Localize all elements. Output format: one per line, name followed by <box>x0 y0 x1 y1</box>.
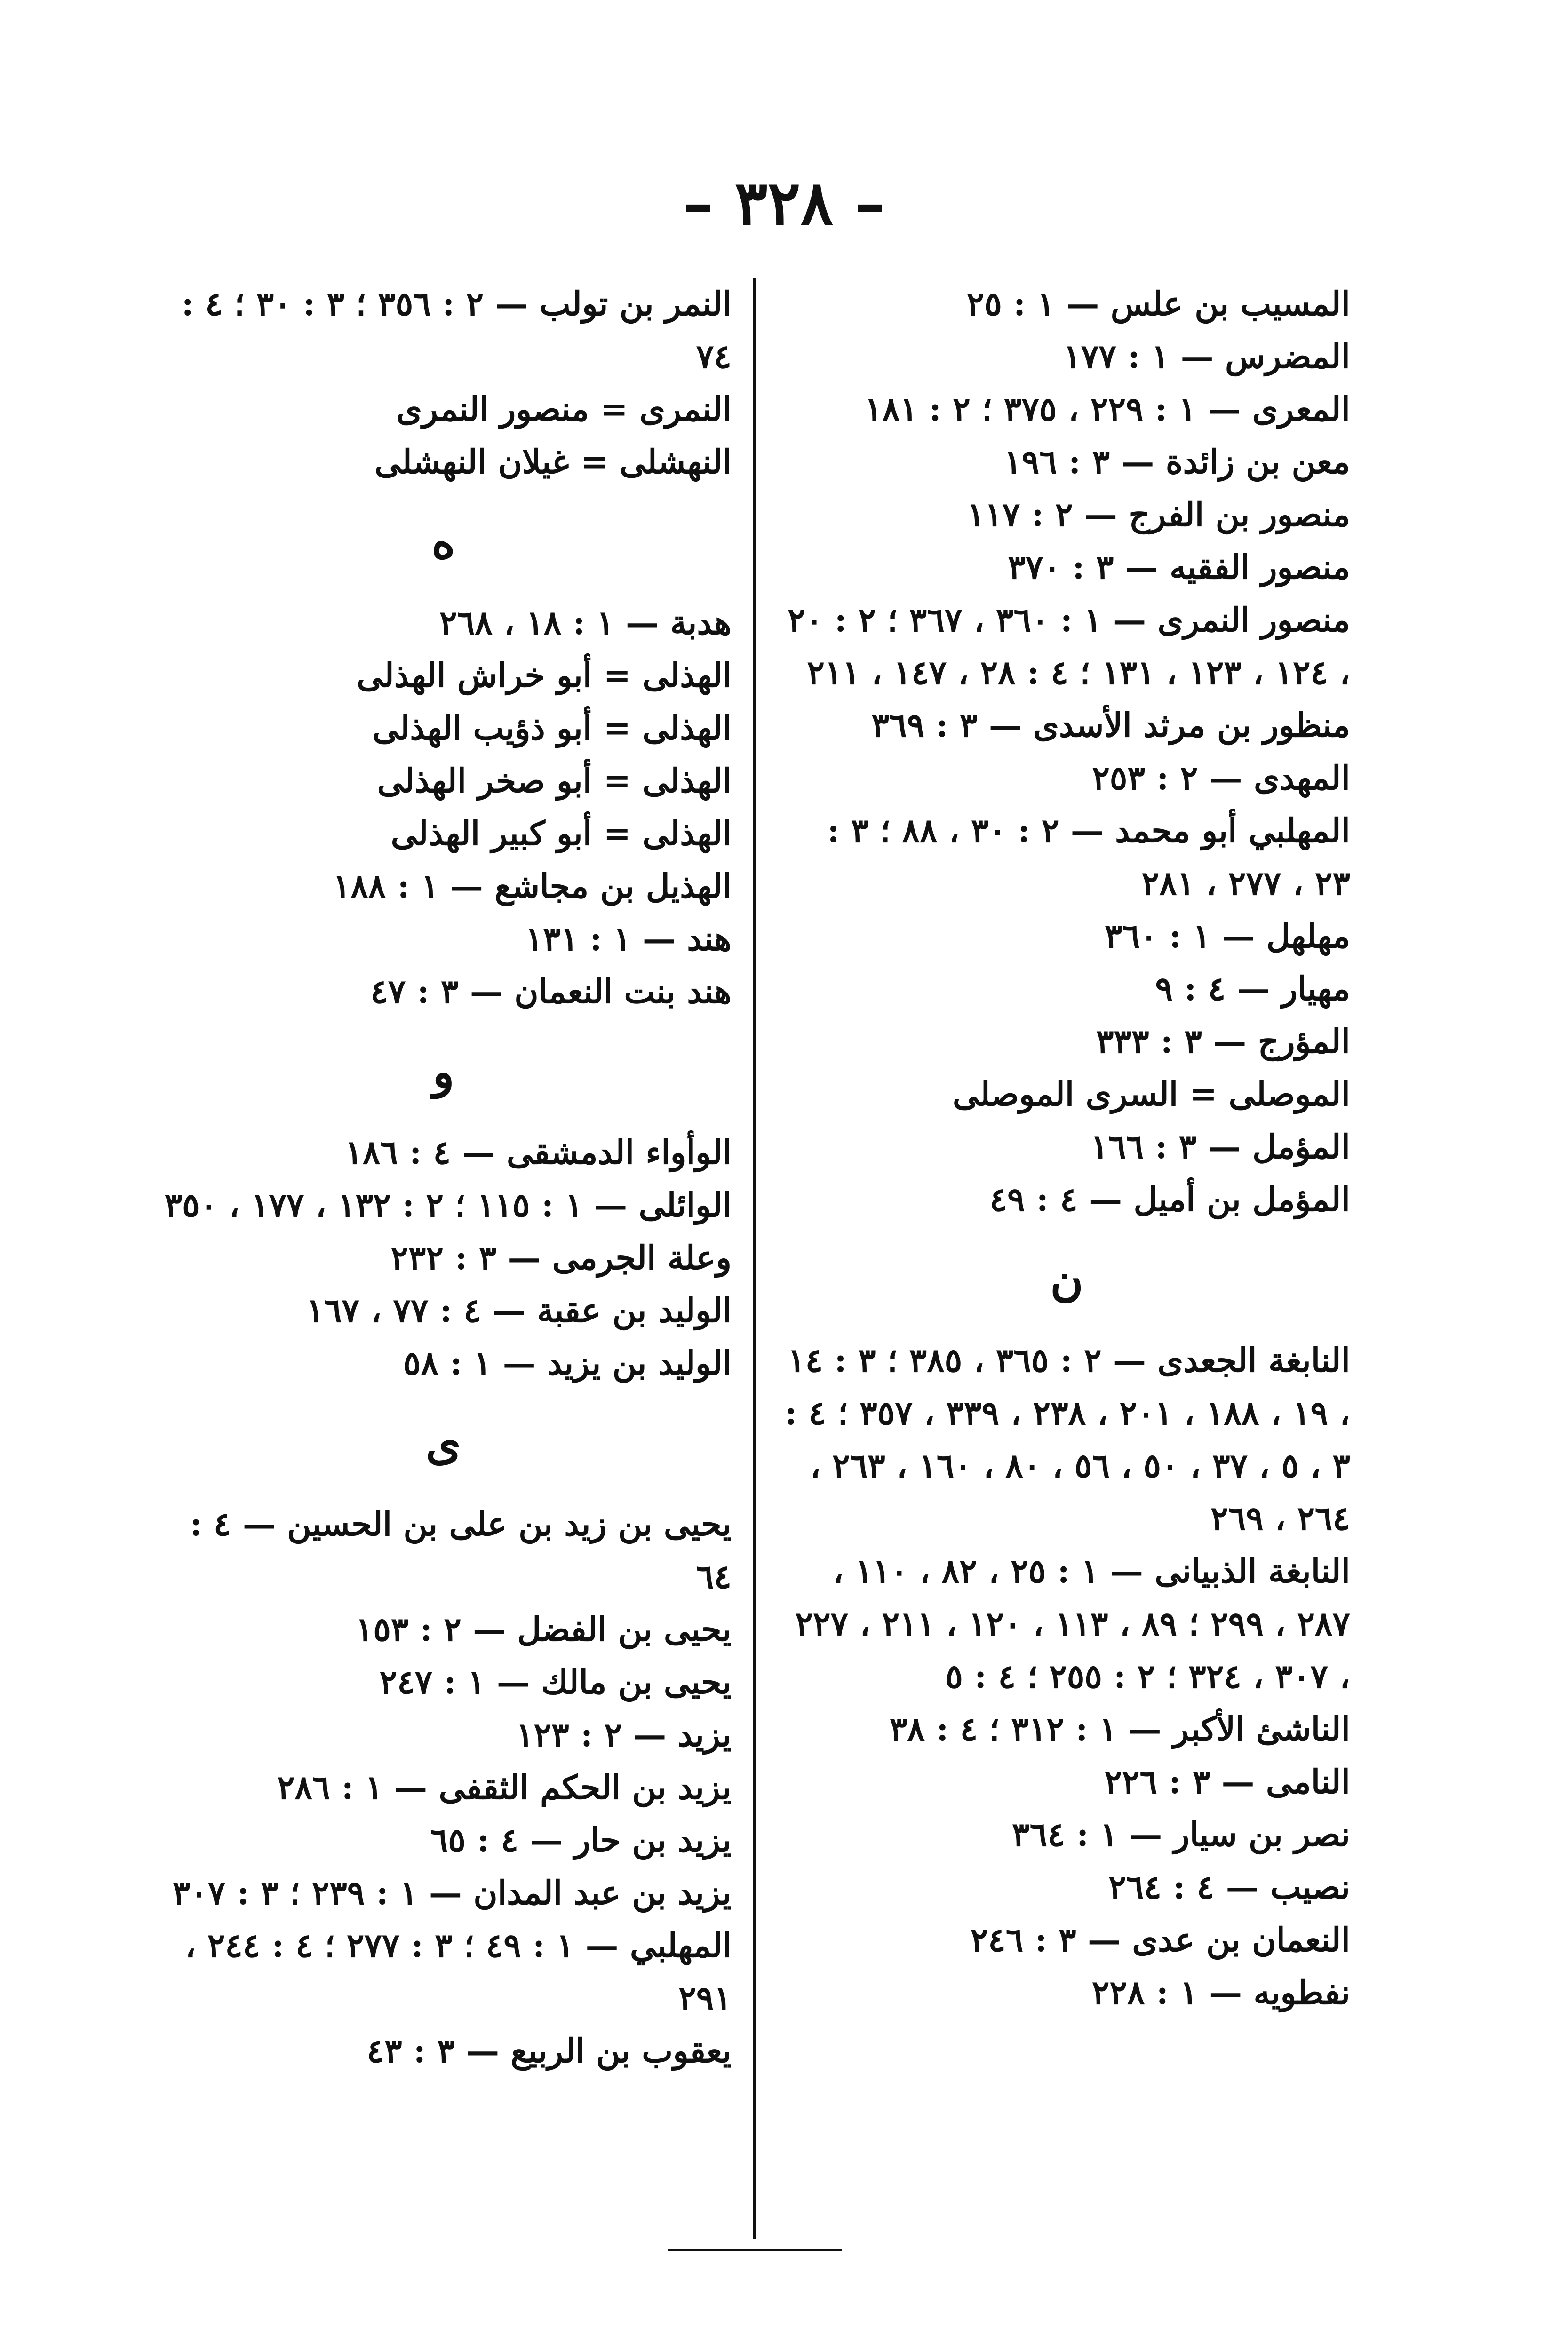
index-entry: نفطويه — ١ : ٢٢٨ <box>1091 1973 1350 2012</box>
index-entry-group <box>783 278 1350 1226</box>
index-entry: يعقوب بن الربيع — ٣ : ٤٣ <box>366 2031 732 2070</box>
index-entry: منصور بن الفرج — ٢ : ١١٧ <box>967 495 1350 534</box>
index-entry: المسيب بن علس — ١ : ٢٥ <box>966 284 1350 323</box>
index-entry: الوأواء الدمشقى — ٤ : ١٨٦ <box>345 1133 732 1172</box>
index-entry: منصور الفقيه — ٣ : ٣٧٠ <box>1008 548 1350 587</box>
index-entry: الهذلى = أبو كبير الهذلى <box>390 814 732 853</box>
index-entry: المهلبي — ١ : ٤٩ ؛ ٣ : ٢٧٧ ؛ ٤ : ٢٤٤ ، ٢٩١ <box>185 1926 732 2018</box>
index-entry: النعمان بن عدى — ٣ : ٢٤٦ <box>970 1920 1350 1959</box>
index-entry: يحيى بن مالك — ١ : ٢٤٧ <box>379 1662 732 1701</box>
index-entry: مهيار — ٤ : ٩ <box>1155 969 1350 1008</box>
index-entry-group <box>155 278 732 488</box>
index-entry: النامى — ٣ : ٢٢٦ <box>1104 1762 1350 1801</box>
index-entry: المضرس — ١ : ١٧٧ <box>1063 337 1350 376</box>
index-entry: المؤمل بن أميل — ٤ : ٤٩ <box>989 1180 1350 1219</box>
index-entry: نصر بن سيار — ١ : ٣٦٤ <box>1012 1815 1350 1854</box>
index-entry: الموصلى = السرى الموصلى <box>952 1074 1350 1113</box>
index-entry: المؤرج — ٣ : ٣٣٣ <box>1096 1022 1350 1061</box>
index-entry: النابغة الذبيانى — ١ : ٢٥ ، ٨٢ ، ١١٠ ، ٢٨٧ ، ٢٩٩ ؛ ٨٩ ، ١١٣ ، ١٢٠ ، ٢١١ ، ٢٢٧ ، ٣٠٧ ، ٣٢٤ ؛ ٢ : ٢٥٥ ؛ ٤ : ٥ <box>795 1551 1350 1696</box>
index-entry: الوليد بن عقبة — ٤ : ٧٧ ، ١٦٧ <box>306 1291 732 1330</box>
index-entry: معن بن زائدة — ٣ : ١٩٦ <box>1004 442 1350 481</box>
index-entry: منظور بن مرثد الأسدى — ٣ : ٣٦٩ <box>871 706 1350 745</box>
index-entry: النمر بن تولب — ٢ : ٣٥٦ ؛ ٣ : ٣٠ ؛ ٤ : ٧٤ <box>181 284 732 376</box>
index-entry: المعرى — ١ : ٢٢٩ ، ٣٧٥ ؛ ٢ : ١٨١ <box>864 389 1350 429</box>
index-entry: مهلهل — ١ : ٣٦٠ <box>1105 916 1350 955</box>
index-entry: هند بنت النعمان — ٣ : ٤٧ <box>370 972 732 1011</box>
index-entry: النمرى = منصور النمرى <box>396 389 732 429</box>
index-column-left <box>155 278 732 2077</box>
index-entry-group <box>155 1498 732 2077</box>
index-entry: النابغة الجعدى — ٢ : ٣٦٥ ، ٣٨٥ ؛ ٣ : ١٤ ، ١٩ ، ١٨٨ ، ٢٠١ ، ٢٣٨ ، ٣٣٩ ، ٣٥٧ ؛ ٤ : ٣ ، ٥ ، ٣٧ ، ٥٠ ، ٥٦ ، ٨٠ ، ١٦٠ ، ٢٦٣ ، ٢٦٤ ، ٢٦٩ <box>785 1341 1350 1538</box>
index-entry-group <box>155 1126 732 1390</box>
index-entry: منصور النمرى — ١ : ٣٦٠ ، ٣٦٧ ؛ ٢ : ٢٠ ، ١٢٤ ، ١٢٣ ، ١٣١ ؛ ٤ : ٢٨ ، ١٤٧ ، ٢١١ <box>788 600 1350 692</box>
index-column-right <box>783 278 1350 2019</box>
index-entry: الناشئ الأكبر — ١ : ٣١٢ ؛ ٤ : ٣٨ <box>889 1709 1350 1748</box>
index-entry: يزيد — ٢ : ١٢٣ <box>516 1715 732 1754</box>
column-divider <box>753 278 756 2239</box>
index-entry: النهشلى = غيلان النهشلى <box>374 442 732 481</box>
section-letter: و <box>432 1045 454 1098</box>
section-letter: ى <box>425 1417 462 1470</box>
section-letter: ن <box>1050 1253 1083 1306</box>
index-entry: الوليد بن يزيد — ١ : ٥٨ <box>403 1343 732 1383</box>
index-entry: المهلبي أبو محمد — ٢ : ٣٠ ، ٨٨ ؛ ٣ : ٢٣ ، ٢٧٧ ، ٢٨١ <box>827 811 1350 903</box>
index-entry: يزيد بن حار — ٤ : ٦٥ <box>430 1820 732 1859</box>
index-entry: المؤمل — ٣ : ١٦٦ <box>1090 1127 1350 1166</box>
page-number: – ٣٢٨ – <box>683 167 885 239</box>
index-entry: يزيد بن عبد المدان — ١ : ٢٣٩ ؛ ٣ : ٣٠٧ <box>172 1873 732 1912</box>
index-entry-group <box>155 596 732 1018</box>
index-entry: يحيى بن الفضل — ٢ : ١٥٣ <box>355 1610 732 1649</box>
index-entry: نصيب — ٤ : ٢٦٤ <box>1108 1867 1350 1907</box>
index-entry: الهذلى = أبو صخر الهذلى <box>377 761 732 800</box>
index-entry: يحيى بن زيد بن على بن الحسين — ٤ : ٦٤ <box>190 1504 732 1596</box>
footer-rule <box>668 2249 842 2251</box>
section-letter: ه <box>431 516 455 569</box>
index-entry: هدبة — ١ : ١٨ ، ٢٦٨ <box>439 603 732 642</box>
index-entry: يزيد بن الحكم الثقفى — ١ : ٢٨٦ <box>277 1768 732 1807</box>
index-entry: الهذلى = أبو خراش الهذلى <box>357 656 732 695</box>
index-entry: وعلة الجرمى — ٣ : ٢٣٢ <box>390 1238 732 1277</box>
index-entry-group <box>783 1334 1350 2019</box>
index-entry: المهدى — ٢ : ٢٥٣ <box>1092 758 1350 797</box>
index-entry: الوائلى — ١ : ١١٥ ؛ ٢ : ١٣٢ ، ١٧٧ ، ٣٥٠ <box>164 1185 732 1224</box>
index-entry: الهذيل بن مجاشع — ١ : ١٨٨ <box>333 866 732 906</box>
index-entry: الهذلى = أبو ذؤيب الهذلى <box>372 708 732 747</box>
index-entry: هند — ١ : ١٣١ <box>525 919 732 958</box>
